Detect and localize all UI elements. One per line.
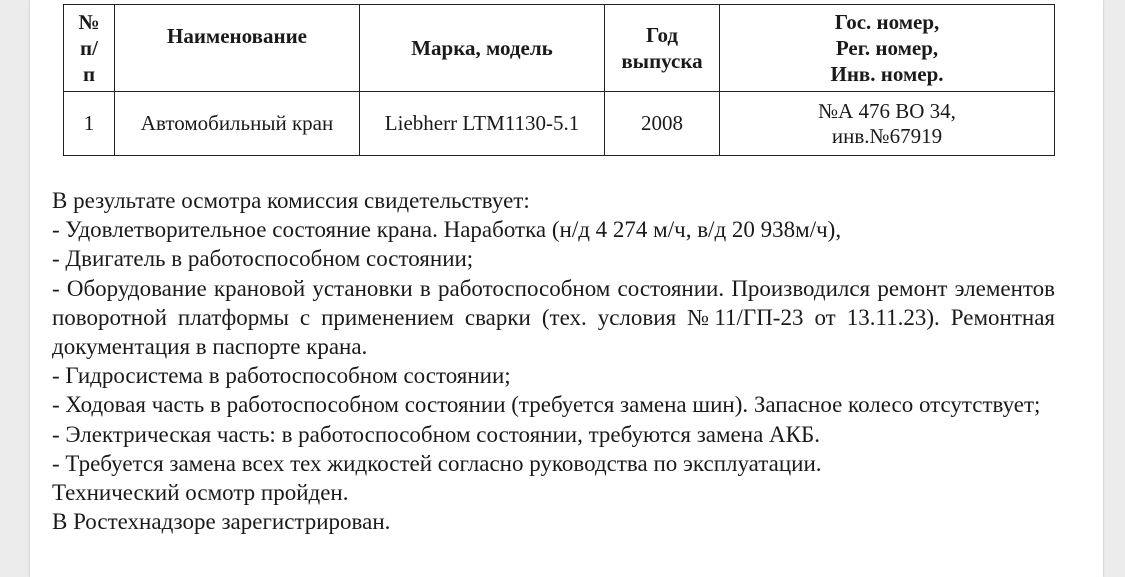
table-header-row xyxy=(64,5,1055,92)
header-registration xyxy=(720,5,1055,92)
header-name-text: Наименование xyxy=(167,24,307,48)
equipment-table-container xyxy=(63,4,1055,156)
inspection-text xyxy=(52,186,1055,536)
list-item: - Гидросистема в работоспособном состоянии; xyxy=(52,363,511,389)
cell-year: 2008 xyxy=(605,92,720,156)
intro-paragraph: В результате осмотра комиссия свидетельствует: xyxy=(52,188,530,213)
equipment-table xyxy=(63,4,1055,156)
header-model-text: Марка, модель xyxy=(411,36,553,60)
list-item: - Требуется замена всех тех жидкостей согласно руководства по эксплуатации. xyxy=(52,450,822,476)
list-item: - Электрическая часть: в работоспособном состоянии, требуются замена АКБ. xyxy=(52,421,820,447)
header-model xyxy=(360,5,605,92)
header-number-line-1: № xyxy=(78,10,100,34)
header-registration-line-1: Гос. номер, xyxy=(834,10,940,34)
header-number xyxy=(64,5,115,92)
list-item: - Оборудование крановой установки в работоспособном состоянии. Производился ремонт элементов поворотной платформы с применением сварки (тех. условия №11/ГП-23 от 13.11.23). Ремонтная документация в паспорте крана. xyxy=(52,275,1055,360)
cell-model: Liebherr LTM1130-5.1 xyxy=(360,92,605,156)
inspection-status: Технический осмотр пройден. xyxy=(52,480,349,506)
cell-registration-line-1: №А 476 ВО 34, xyxy=(818,98,956,123)
table-row xyxy=(64,92,1055,156)
list-item: - Двигатель в работоспособном состоянии; xyxy=(52,246,474,272)
header-number-line-2: п/ xyxy=(80,36,98,60)
header-registration-line-2: Рег. номер, xyxy=(835,36,939,60)
header-registration-line-3: Инв. номер. xyxy=(830,62,944,86)
header-year-line-1: Год xyxy=(645,23,679,47)
cell-name: Автомобильный кран xyxy=(115,92,360,156)
list-item: - Удовлетворительное состояние крана. Наработка (н/д 4 274 м/ч, в/д 20 938м/ч), xyxy=(52,217,842,243)
list-item: - Ходовая часть в работоспособном состоянии (требуется замена шин). Запасное колесо отсутствует; xyxy=(52,392,1041,418)
header-year xyxy=(605,5,720,92)
header-name xyxy=(115,5,360,92)
header-number-line-3: п xyxy=(82,62,96,86)
header-year-line-2: выпуска xyxy=(621,49,703,73)
cell-number: 1 xyxy=(64,92,115,156)
cell-registration xyxy=(720,92,1055,156)
cell-registration-line-2: инв.№67919 xyxy=(831,123,943,148)
registration-status: В Ростехнадзоре зарегистрирован. xyxy=(52,509,391,535)
document-page xyxy=(30,0,1103,577)
